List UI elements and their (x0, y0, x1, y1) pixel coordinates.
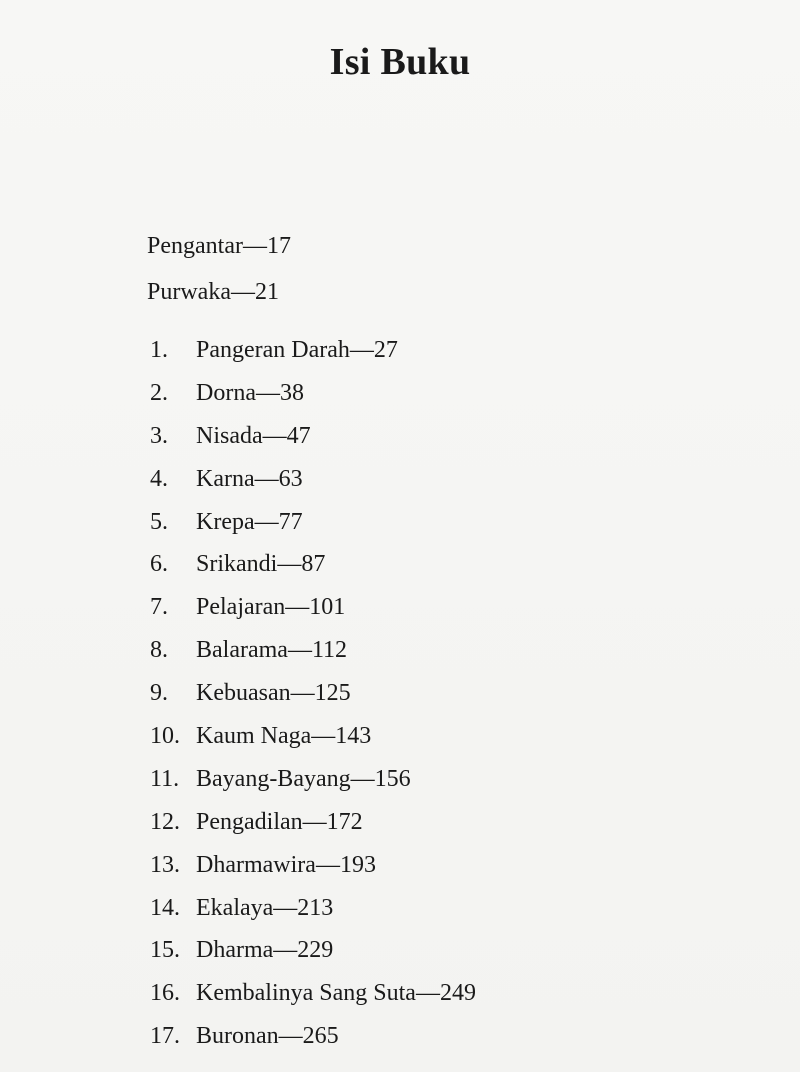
chapter-title: Srikandi—87 (196, 551, 326, 578)
chapter-title: Kebuasan—125 (196, 680, 351, 707)
chapter-number: 11. (150, 765, 180, 792)
toc-entry-17 (150, 1022, 476, 1065)
chapter-title: Ekalaya—213 (196, 894, 334, 921)
chapter-number: 8. (150, 637, 168, 664)
chapter-number: 6. (150, 551, 168, 578)
front-matter-pengantar: Pengantar—17 (147, 233, 291, 259)
chapter-title: Krepa—77 (196, 508, 303, 535)
chapter-number: 9. (150, 680, 168, 707)
chapter-title: Buronan—265 (196, 1023, 339, 1050)
chapter-title: Kaum Naga—143 (196, 723, 372, 750)
toc-entry-9 (150, 679, 476, 722)
chapter-number: 4. (150, 465, 168, 492)
toc-entry-12 (150, 808, 476, 851)
chapter-title: Kembalinya Sang Suta—249 (196, 980, 476, 1007)
chapter-number: 7. (150, 594, 168, 621)
chapter-title: Pelajaran—101 (196, 594, 346, 621)
chapter-number: 12. (150, 808, 180, 835)
toc-entry-16 (150, 979, 476, 1022)
chapter-number: 15. (150, 937, 180, 964)
toc-entry-13 (150, 851, 476, 894)
toc-entry-1 (150, 336, 476, 379)
chapter-title: Pangeran Darah—27 (196, 337, 398, 363)
chapter-number: 1. (150, 337, 168, 363)
chapter-number: 3. (150, 422, 168, 449)
chapter-number: 13. (150, 851, 180, 878)
chapter-title: Dorna—38 (196, 379, 304, 406)
chapter-title: Karna—63 (196, 465, 303, 492)
chapter-number: 16. (150, 980, 180, 1007)
chapter-number: 5. (150, 508, 168, 535)
page-title: Isi Buku (329, 41, 471, 83)
chapter-number: 17. (150, 1023, 180, 1050)
table-of-contents (150, 336, 476, 1065)
toc-entry-11 (150, 765, 476, 808)
toc-entry-8 (150, 636, 476, 679)
chapter-title: Dharma—229 (196, 937, 334, 964)
front-matter-purwaka: Purwaka—21 (147, 279, 279, 305)
toc-entry-14 (150, 894, 476, 937)
toc-entry-6 (150, 550, 476, 593)
chapter-number: 10. (150, 723, 180, 750)
chapter-title: Dharmawira—193 (196, 851, 376, 878)
toc-entry-2 (150, 379, 476, 422)
toc-entry-15 (150, 936, 476, 979)
toc-entry-7 (150, 593, 476, 636)
chapter-title: Bayang-Bayang—156 (196, 765, 411, 792)
toc-entry-10 (150, 722, 476, 765)
toc-entry-3 (150, 422, 476, 465)
chapter-title: Pengadilan—172 (196, 808, 363, 835)
chapter-number: 14. (150, 894, 180, 921)
chapter-number: 2. (150, 379, 168, 406)
toc-entry-5 (150, 508, 476, 551)
chapter-title: Nisada—47 (196, 422, 311, 449)
chapter-title: Balarama—112 (196, 637, 348, 664)
toc-entry-4 (150, 465, 476, 508)
